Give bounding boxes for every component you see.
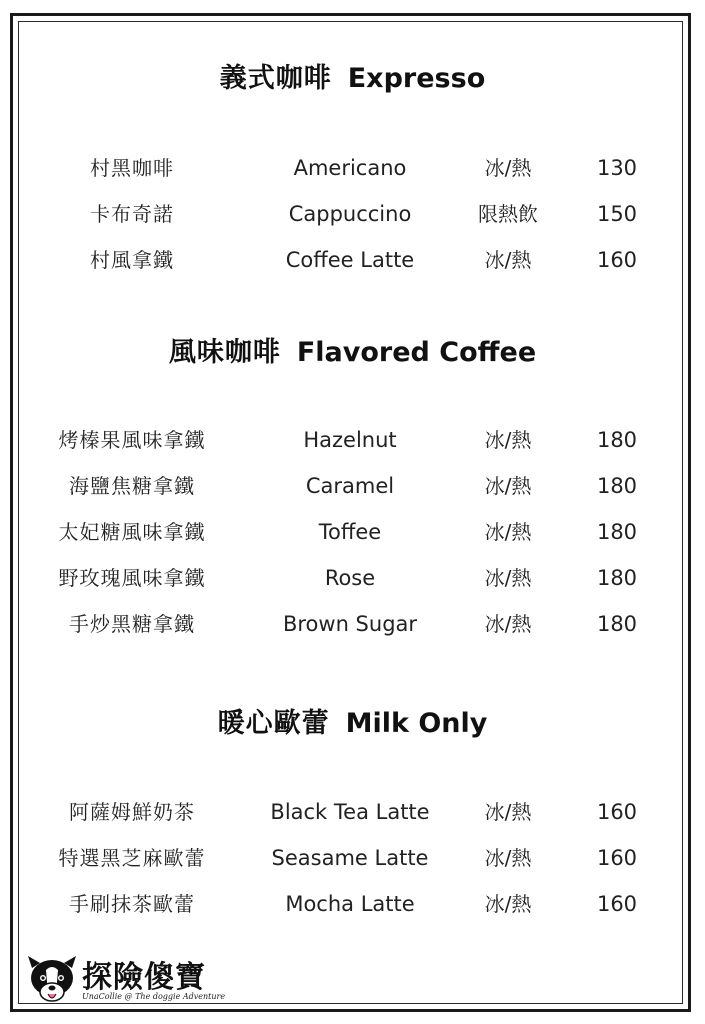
item-name-en: Caramel: [305, 474, 395, 498]
item-price: 130: [596, 156, 638, 180]
menu-item: [0, 609, 705, 639]
menu-item: [0, 471, 705, 501]
section-title-zh: 暖心歐蕾: [217, 708, 330, 739]
menu-item: [0, 843, 705, 873]
watermark-title: 探險傻寶: [82, 960, 206, 995]
item-temperature: 冰/熱: [484, 474, 532, 498]
item-price: 160: [596, 248, 638, 272]
collie-dog-icon: [24, 954, 80, 1004]
item-temperature: 冰/熱: [484, 892, 532, 916]
item-name-zh: 村風拿鐵: [90, 248, 174, 272]
item-name-zh: 特選黑芝麻歐蕾: [58, 846, 206, 870]
item-name-zh: 手炒黑糖拿鐵: [69, 612, 195, 636]
item-price: 180: [596, 428, 638, 452]
menu-item: [0, 889, 705, 919]
menu-item: [0, 797, 705, 827]
item-temperature: 冰/熱: [484, 520, 532, 544]
item-temperature: 冰/熱: [484, 156, 532, 180]
item-price: 150: [596, 202, 638, 226]
menu-item: [0, 153, 705, 183]
menu-item: [0, 425, 705, 455]
item-temperature: 冰/熱: [484, 428, 532, 452]
section-title-milk-only: [0, 701, 705, 740]
section-title-zh: 風味咖啡: [168, 337, 281, 368]
item-name-zh: 烤榛果風味拿鐵: [58, 428, 206, 452]
item-name-zh: 野玫瑰風味拿鐵: [58, 566, 206, 590]
section-title-en: Expresso: [347, 63, 486, 94]
menu-item: [0, 517, 705, 547]
item-temperature: 冰/熱: [484, 846, 532, 870]
item-price: 160: [596, 846, 638, 870]
item-price: 180: [596, 612, 638, 636]
item-name-zh: 手刷抹茶歐蕾: [69, 892, 195, 916]
menu-item: [0, 245, 705, 275]
item-price: 180: [596, 520, 638, 544]
item-name-zh: 阿薩姆鮮奶茶: [69, 800, 195, 824]
item-temperature: 冰/熱: [484, 800, 532, 824]
item-price: 160: [596, 892, 638, 916]
item-name-en: Toffee: [318, 520, 382, 544]
section-title-expresso: [0, 56, 705, 95]
item-name-en: Hazelnut: [303, 428, 397, 452]
item-name-en: Rose: [324, 566, 376, 590]
item-price: 180: [596, 474, 638, 498]
item-name-en: Black Tea Latte: [270, 800, 430, 824]
item-name-en: Seasame Latte: [271, 846, 429, 870]
item-name-en: Cappuccino: [288, 202, 412, 226]
item-name-en: Brown Sugar: [282, 612, 418, 636]
item-price: 160: [596, 800, 638, 824]
item-name-zh: 村黑咖啡: [90, 156, 174, 180]
watermark-subtitle: UnaCollie @ The doggie Adventure: [82, 992, 226, 1001]
item-name-zh: 卡布奇諾: [90, 202, 174, 226]
section-title-en: Milk Only: [345, 708, 488, 739]
section-title-flavored-coffee: [0, 330, 705, 369]
watermark-logo: [24, 952, 234, 1010]
item-temperature: 冰/熱: [484, 612, 532, 636]
item-temperature: 冰/熱: [484, 566, 532, 590]
section-title-zh: 義式咖啡: [219, 63, 332, 94]
item-name-en: Coffee Latte: [285, 248, 415, 272]
item-temperature: 冰/熱: [484, 248, 532, 272]
menu-item: [0, 563, 705, 593]
item-name-zh: 太妃糖風味拿鐵: [58, 520, 206, 544]
section-title-en: Flavored Coffee: [296, 337, 537, 368]
menu-item: [0, 199, 705, 229]
item-price: 180: [596, 566, 638, 590]
item-temperature: 限熱飲: [478, 202, 538, 226]
item-name-en: Mocha Latte: [285, 892, 415, 916]
item-name-en: Americano: [293, 156, 407, 180]
item-name-zh: 海鹽焦糖拿鐵: [69, 474, 195, 498]
